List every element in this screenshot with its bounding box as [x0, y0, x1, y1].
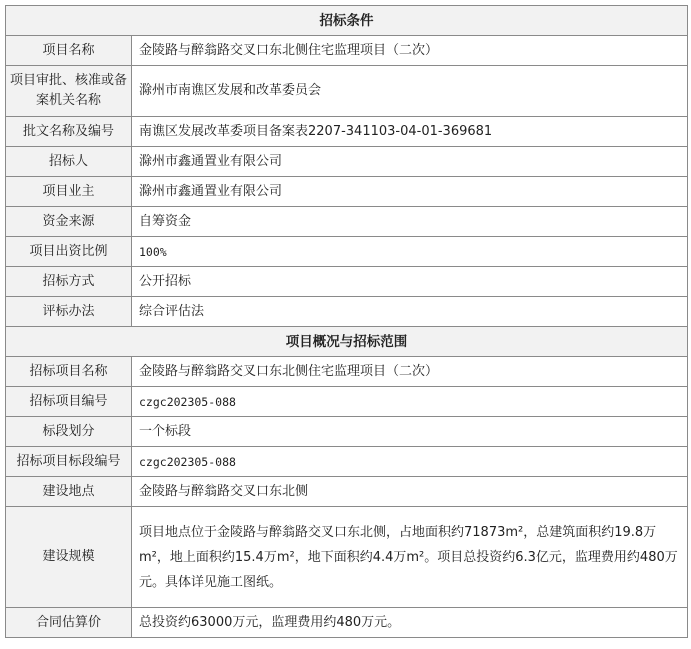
row-value-tenderer: 滁州市鑫通置业有限公司	[132, 147, 688, 177]
row-value-project-owner: 滁州市鑫通置业有限公司	[132, 177, 688, 207]
row-label-construction-site: 建设地点	[6, 477, 132, 507]
row-value-tender-method: 公开招标	[132, 267, 688, 297]
row-label-contract-estimate: 合同估算价	[6, 608, 132, 638]
table-row	[6, 267, 688, 297]
table-row	[6, 147, 688, 177]
row-value-lot-division: 一个标段	[132, 417, 688, 447]
row-value-lot-number: czgc202305-088	[132, 447, 688, 477]
row-label-tender-project-name: 招标项目名称	[6, 357, 132, 387]
row-label-construction-scale: 建设规模	[6, 507, 132, 608]
tender-info-sheet	[5, 5, 688, 638]
table-row	[6, 357, 688, 387]
row-label-tender-method: 招标方式	[6, 267, 132, 297]
table-row	[6, 66, 688, 117]
row-label-tender-project-number: 招标项目编号	[6, 387, 132, 417]
table-row	[6, 36, 688, 66]
table-row	[6, 207, 688, 237]
row-label-project-name: 项目名称	[6, 36, 132, 66]
row-value-approval-authority: 滁州市南谯区发展和改革委员会	[132, 66, 688, 117]
row-value-contract-estimate: 总投资约63000万元，监理费用约480万元。	[132, 608, 688, 638]
row-label-lot-division: 标段划分	[6, 417, 132, 447]
row-value-tender-project-name: 金陵路与醉翁路交叉口东北侧住宅监理项目（二次）	[132, 357, 688, 387]
row-value-project-name: 金陵路与醉翁路交叉口东北侧住宅监理项目（二次）	[132, 36, 688, 66]
row-label-funding-source: 资金来源	[6, 207, 132, 237]
table-row	[6, 177, 688, 207]
row-label-tenderer: 招标人	[6, 147, 132, 177]
table-row	[6, 117, 688, 147]
row-label-lot-number: 招标项目标段编号	[6, 447, 132, 477]
table-row	[6, 477, 688, 507]
table-row	[6, 387, 688, 417]
row-label-evaluation-method: 评标办法	[6, 297, 132, 327]
row-value-construction-scale: 项目地点位于金陵路与醉翁路交叉口东北侧，占地面积约71873m²，总建筑面积约19.8万m²，地上面积约15.4万m²，地下面积约4.4万m²。项目总投资约6.3亿元，监理费用约480万元。具体详见施工图纸。	[132, 507, 688, 608]
row-label-funding-ratio: 项目出资比例	[6, 237, 132, 267]
row-label-approval-document: 批文名称及编号	[6, 117, 132, 147]
section-title-tender-conditions: 招标条件	[6, 6, 688, 36]
row-value-construction-site: 金陵路与醉翁路交叉口东北侧	[132, 477, 688, 507]
row-value-approval-document: 南谯区发展改革委项目备案表2207-341103-04-01-369681	[132, 117, 688, 147]
row-value-tender-project-number: czgc202305-088	[132, 387, 688, 417]
row-value-evaluation-method: 综合评估法	[132, 297, 688, 327]
table-row	[6, 608, 688, 638]
section-header-row	[6, 6, 688, 36]
section-title-overview-scope: 项目概况与招标范围	[6, 327, 688, 357]
tender-info-table	[5, 5, 688, 638]
row-value-funding-source: 自筹资金	[132, 207, 688, 237]
table-row	[6, 507, 688, 608]
table-row	[6, 447, 688, 477]
table-row	[6, 237, 688, 267]
section-header-row	[6, 327, 688, 357]
row-label-approval-authority: 项目审批、核准或备案机关名称	[6, 66, 132, 117]
table-row	[6, 417, 688, 447]
row-value-funding-ratio: 100%	[132, 237, 688, 267]
table-row	[6, 297, 688, 327]
row-label-project-owner: 项目业主	[6, 177, 132, 207]
